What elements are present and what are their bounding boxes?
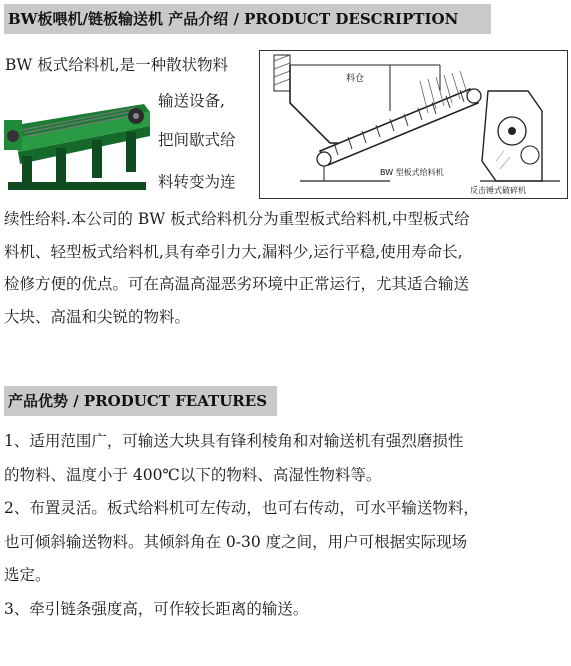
installation-diagram (259, 50, 568, 199)
feature-line: 也可倾斜输送物料。其倾斜角在 0-30 度之间，用户可根据实际现场 (4, 532, 468, 551)
product-description-title: BW板喂机/链板输送机 产品介绍 / PRODUCT DESCRIPTION (8, 10, 459, 28)
intro-line-3: 把间歇式给 (158, 131, 236, 149)
crusher-label: 反击锤式破碎机 (470, 186, 526, 195)
paragraph-line: 料机、轻型板式给料机,具有牵引力大,漏料少,运行平稳,使用寿命长, (4, 242, 463, 261)
feature-line: 1、适用范围广，可输送大块具有锋利棱角和对输送机有强烈磨损性 (4, 432, 464, 450)
plate-feeder-photo (4, 86, 152, 196)
feature-line: 选定。 (4, 566, 51, 584)
product-features-header (4, 386, 277, 416)
features-list (4, 425, 564, 626)
paragraph-line: 续性给料.本公司的 BW 板式给料机分为重型板式给料机,中型板式给 (4, 210, 470, 228)
paragraph-line: 检修方便的优点。可在高温高湿恶劣环境中正常运行，尤其适合输送 (4, 275, 470, 293)
silo-label: 料仓 (346, 74, 365, 84)
description-paragraph (4, 203, 564, 333)
feature-line: 2、布置灵活。板式给料机可左传动，也可右传动，可水平输送物料， (4, 499, 479, 517)
intro-line-4: 料转变为连 (158, 173, 236, 191)
intro-line-2: 输送设备, (158, 92, 225, 110)
feature-line: 3、牵引链条强度高，可作较长距离的输送。 (4, 599, 309, 618)
intro-line-1: BW 板式给料机,是一种散状物料 (5, 56, 229, 74)
product-features-title: 产品优势 / PRODUCT FEATURES (8, 392, 268, 410)
feeder-label: BW 型板式给料机 (380, 168, 444, 177)
feature-line: 的物料、温度小于 400℃以下的物料、高湿性物料等。 (4, 465, 382, 484)
product-description-header (4, 4, 491, 34)
paragraph-line: 大块、高温和尖锐的物料。 (4, 307, 191, 326)
